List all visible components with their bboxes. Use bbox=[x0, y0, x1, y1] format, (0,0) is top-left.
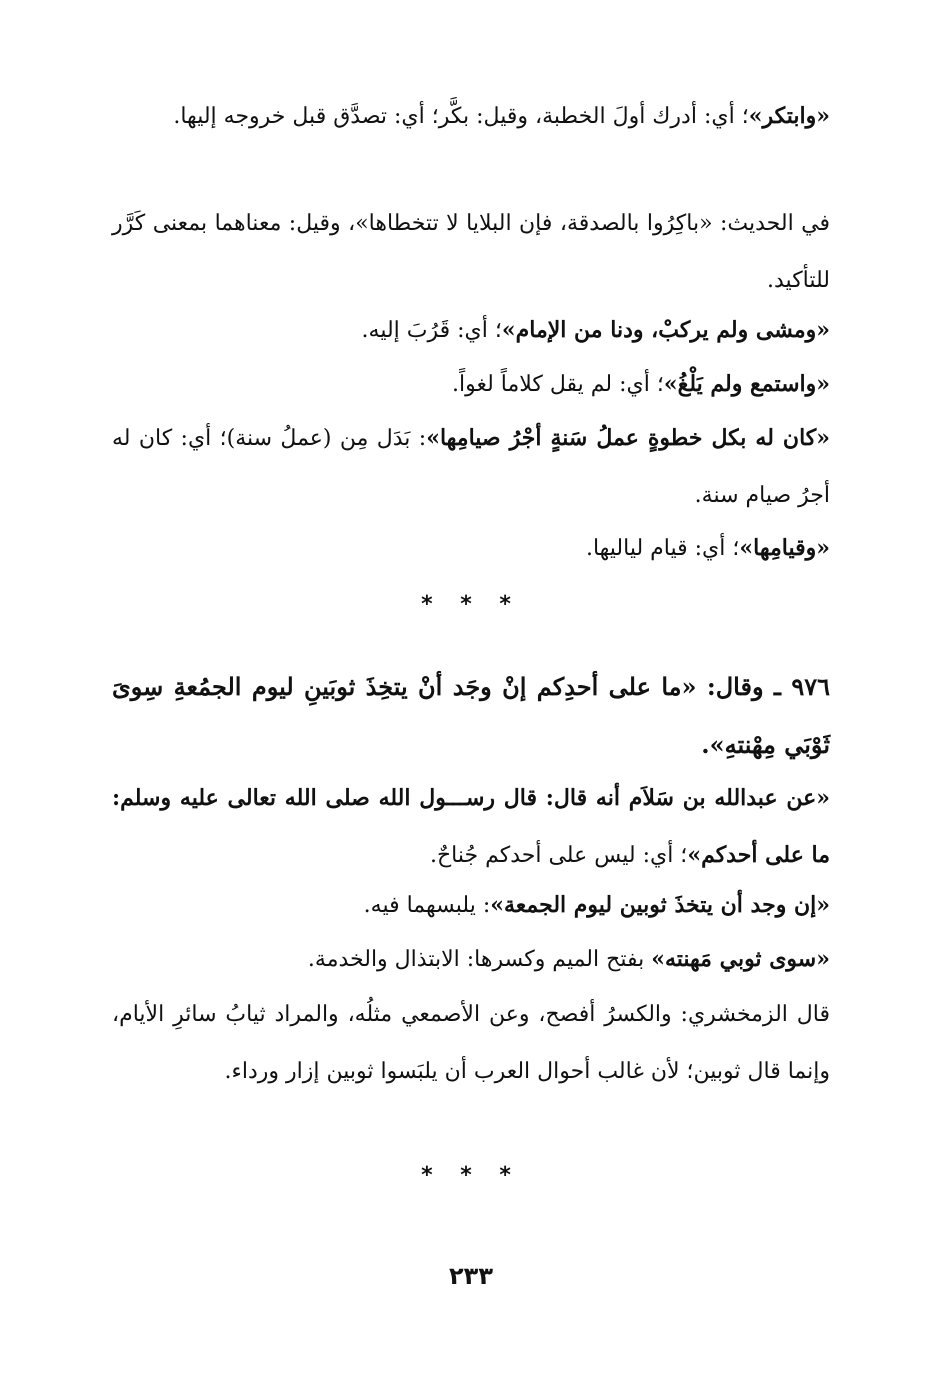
commentary-text: ؛ أي: ليس على أحدكم جُناحٌ. bbox=[429, 843, 688, 868]
paragraph-ibtakar bbox=[112, 88, 830, 145]
quoted-phrase: «ومشى ولم يركبْ، ودنا من الإمام» bbox=[501, 317, 830, 343]
paragraph-in-wajada bbox=[112, 877, 830, 934]
page-number: ٢٣٣ bbox=[449, 1262, 493, 1290]
quoted-phrase: «عن عبدالله بن سَلاَم أنه قال: قال رســـول الله صلى الله تعالى عليه وسلم: ما على أحدكم» bbox=[112, 785, 830, 868]
section-separator: * * * bbox=[421, 1163, 521, 1188]
paragraph-istamaa bbox=[112, 356, 830, 413]
commentary-text: بفتح الميم وكسرها: الابتذال والخدمة. bbox=[307, 947, 652, 972]
paragraph-siwa bbox=[112, 931, 830, 988]
paragraph-mashy bbox=[112, 302, 830, 359]
commentary-text: ؛ أي: أدرك أولَ الخطبة، وقيل: بكَّر؛ أي: تصدَّق قبل خروجه إليها. bbox=[173, 104, 749, 129]
quoted-phrase: «وابتكر» bbox=[748, 103, 830, 129]
quoted-phrase: «واستمع ولم يَلْغُ» bbox=[663, 371, 830, 397]
quoted-phrase: «إن وجد أن يتخذَ ثوبين ليوم الجمعة» bbox=[490, 892, 830, 918]
paragraph-zamakhshari: قال الزمخشري: والكسرُ أفصح، وعن الأصمعي مثلُه، والمراد ثيابُ سائرِ الأيام، وإنما قال ثوبين؛ لأن غالب أحوال العرب أن يلبَسوا ثوبين إزار ورداء. bbox=[112, 1002, 830, 1084]
paragraph-abdullah bbox=[112, 770, 830, 884]
quoted-phrase: «كان له بكل خطوةٍ عملُ سَنةٍ أجْرُ صيامِها» bbox=[426, 425, 830, 451]
hadith-text: ٩٧٦ ـ وقال: «ما على أحدِكم إنْ وجَد أنْ يتخِذَ ثوبَينِ ليوم الجمُعةِ سِوىَ ثَوْبَي مِهْنتهِ». bbox=[112, 672, 830, 759]
paragraph-qiyamiha bbox=[112, 520, 830, 577]
hadith-heading bbox=[112, 658, 830, 774]
commentary-text: ؛ أي: لم يقل كلاماً لغواً. bbox=[452, 372, 664, 397]
quoted-phrase: «وقيامِها» bbox=[739, 535, 830, 561]
commentary-text: ؛ أي: قيام لياليها. bbox=[585, 536, 740, 561]
section-separator: * * * bbox=[421, 592, 521, 617]
paragraph-khutwa bbox=[112, 410, 830, 524]
commentary-text: : بَدَل مِن (عملُ سنة)؛ أي: كان له أجرُ صيام سنة. bbox=[112, 426, 830, 508]
commentary-text: : يلبسهما فيه. bbox=[363, 893, 491, 918]
commentary-text: ؛ أي: قَرُبَ إليه. bbox=[361, 318, 502, 343]
paragraph-hadith-bakiru: في الحديث: «باكِرُوا بالصدقة، فإن البلايا لا تتخطاها»، وقيل: معناهما بمعنى كَرَّر للتأكيد. bbox=[112, 211, 830, 293]
quoted-phrase: «سوى ثوبي مَهنته» bbox=[651, 946, 830, 972]
